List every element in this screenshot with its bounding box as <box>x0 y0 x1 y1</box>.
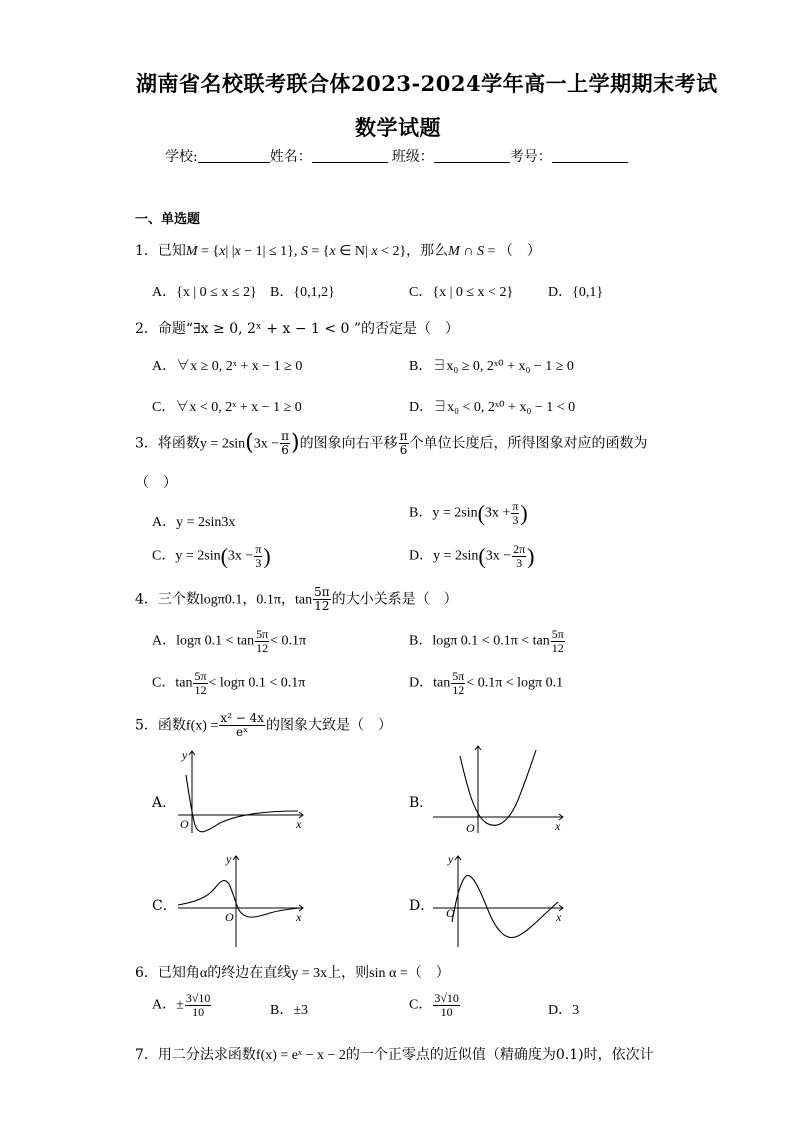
name-label: 姓名： <box>269 149 312 165</box>
q1-stem-mid: ，那么 <box>406 243 449 259</box>
q1-expr: M ∩ S = <box>448 244 499 259</box>
class-field[interactable] <box>434 148 510 163</box>
name-field[interactable] <box>312 148 388 163</box>
title-line-2: 数学试题 <box>355 115 441 140</box>
q2-option-d[interactable]: D．∃x₀ < 0, 2ˣ⁰ + x₀ − 1 < 0 <box>409 400 576 415</box>
q3-option-b[interactable]: B．y = 2sin(3x + $\frac{\pi}{3}$ ) <box>409 499 528 527</box>
question-7: 7．用二分法求函数f(x) = eˣ − x − 2的一个正零点的近似值（精确度为0.1)时，依次计 <box>135 1047 654 1063</box>
q5-label-d[interactable]: D． <box>409 898 435 914</box>
school-label: 学校: <box>165 149 198 165</box>
exam-no-field[interactable] <box>552 148 628 163</box>
q3-paren: （ ） <box>135 475 177 491</box>
q4-option-d[interactable]: D．tan $\frac{5\pi}{12}$ < 0.1π < logπ 0.1 <box>409 669 564 697</box>
q6-option-c[interactable]: C． $\frac{3√10}{10}$ <box>409 991 459 1019</box>
q3-option-c[interactable]: C．y = 2sin(3x − $\frac{\pi}{3}$ ) <box>152 542 271 570</box>
question-3: 3．将函数y = 2sin(3x − $\frac{\pi}{6}$ )的图象向右平移 $\frac{\pi}{6}$ 个单位长度后，所得图象对应的函数为 <box>135 429 648 457</box>
class-label: 班级： <box>391 149 434 165</box>
graph-a-x: x <box>296 817 302 831</box>
q5-graph-c[interactable] <box>175 850 310 950</box>
q1-option-c[interactable]: C．{x | 0 ≤ x < 2} <box>409 285 514 300</box>
q2-option-b[interactable]: B．∃x₀ ≥ 0, 2ˣ⁰ + x₀ − 1 ≥ 0 <box>409 359 574 374</box>
q5-label-c[interactable]: C． <box>152 898 177 914</box>
graph-c-x: x <box>296 910 302 924</box>
question-4: 4．三个数logπ0.1，0.1π，tan $\frac{5\pi}{12}$ 的大小关系是（ ） <box>135 585 458 613</box>
q5-label-a[interactable]: A． <box>152 795 177 811</box>
q6-option-d[interactable]: D．3 <box>548 1003 580 1018</box>
q5-graph-a[interactable] <box>175 745 310 835</box>
school-field[interactable] <box>198 148 270 163</box>
q2-option-a[interactable]: A．∀x ≥ 0, 2ˣ + x − 1 ≥ 0 <box>152 359 303 374</box>
graph-d-x: x <box>556 910 562 924</box>
student-info <box>165 146 628 166</box>
graph-a-y: y <box>182 748 188 762</box>
q2-option-c[interactable]: C．∀x < 0, 2ˣ + x − 1 ≥ 0 <box>152 400 302 415</box>
graph-d-origin: O <box>446 906 455 920</box>
section-heading: 一、单选题 <box>135 212 201 227</box>
q3-option-a[interactable]: A．y = 2sin3x <box>152 515 236 530</box>
q1-paren: （ ） <box>498 243 541 259</box>
q5-graph-b[interactable] <box>430 740 570 835</box>
graph-d-y: y <box>448 852 454 866</box>
q6-option-b[interactable]: B．±3 <box>270 1003 309 1018</box>
title-line-1: 湖南省名校联考联合体2023-2024学年高一上学期期末考试 <box>136 71 718 96</box>
q4-option-a[interactable]: A．logπ 0.1 < tan $\frac{5\pi}{12}$ < 0.1π <box>152 627 307 655</box>
q6-option-a[interactable]: A．± $\frac{3√10}{10}$ <box>152 991 211 1019</box>
graph-c-y: y <box>226 852 232 866</box>
graph-a-origin: O <box>180 817 189 831</box>
graph-b-origin: O <box>466 821 475 835</box>
question-2: 2．命题“∃x ≥ 0, 2ˣ + x − 1 < 0 ”的否定是（ ） <box>135 321 460 337</box>
q5-label-b[interactable]: B． <box>409 795 434 811</box>
q1-option-d[interactable]: D．{0,1} <box>548 285 604 300</box>
q1-option-b[interactable]: B．{0,1,2} <box>270 285 335 300</box>
q1-number: 1． <box>135 243 158 259</box>
q5-graph-d[interactable] <box>430 850 570 950</box>
question-6: 6．已知角α的终边在直线y = 3x上，则sin α =（ ） <box>135 965 450 981</box>
q4-option-b[interactable]: B．logπ 0.1 < 0.1π < tan $\frac{5\pi}{12}$ <box>409 627 564 655</box>
q3-option-d[interactable]: D．y = 2sin(3x − $\frac{2\pi}{3}$ ) <box>409 542 535 570</box>
q4-option-c[interactable]: C．tan $\frac{5\pi}{12}$ < logπ 0.1 < 0.1π <box>152 669 306 697</box>
q1-option-a[interactable]: A．{x | 0 ≤ x ≤ 2} <box>152 285 257 300</box>
q1-set-m: M = {x| |x − 1| ≤ 1}, S = {x ∈ N| x < 2} <box>185 244 407 259</box>
q1-stem: 已知 <box>157 243 186 259</box>
graph-c-origin: O <box>225 910 234 924</box>
exam-no-label: 考号： <box>509 149 552 165</box>
question-5: 5．函数f(x) = $\frac{\text{x² − 4x}}{\text{eˣ}}$ 的图象大致是（ ） <box>135 711 392 739</box>
graph-b-x: x <box>555 819 561 833</box>
question-1 <box>135 240 541 260</box>
